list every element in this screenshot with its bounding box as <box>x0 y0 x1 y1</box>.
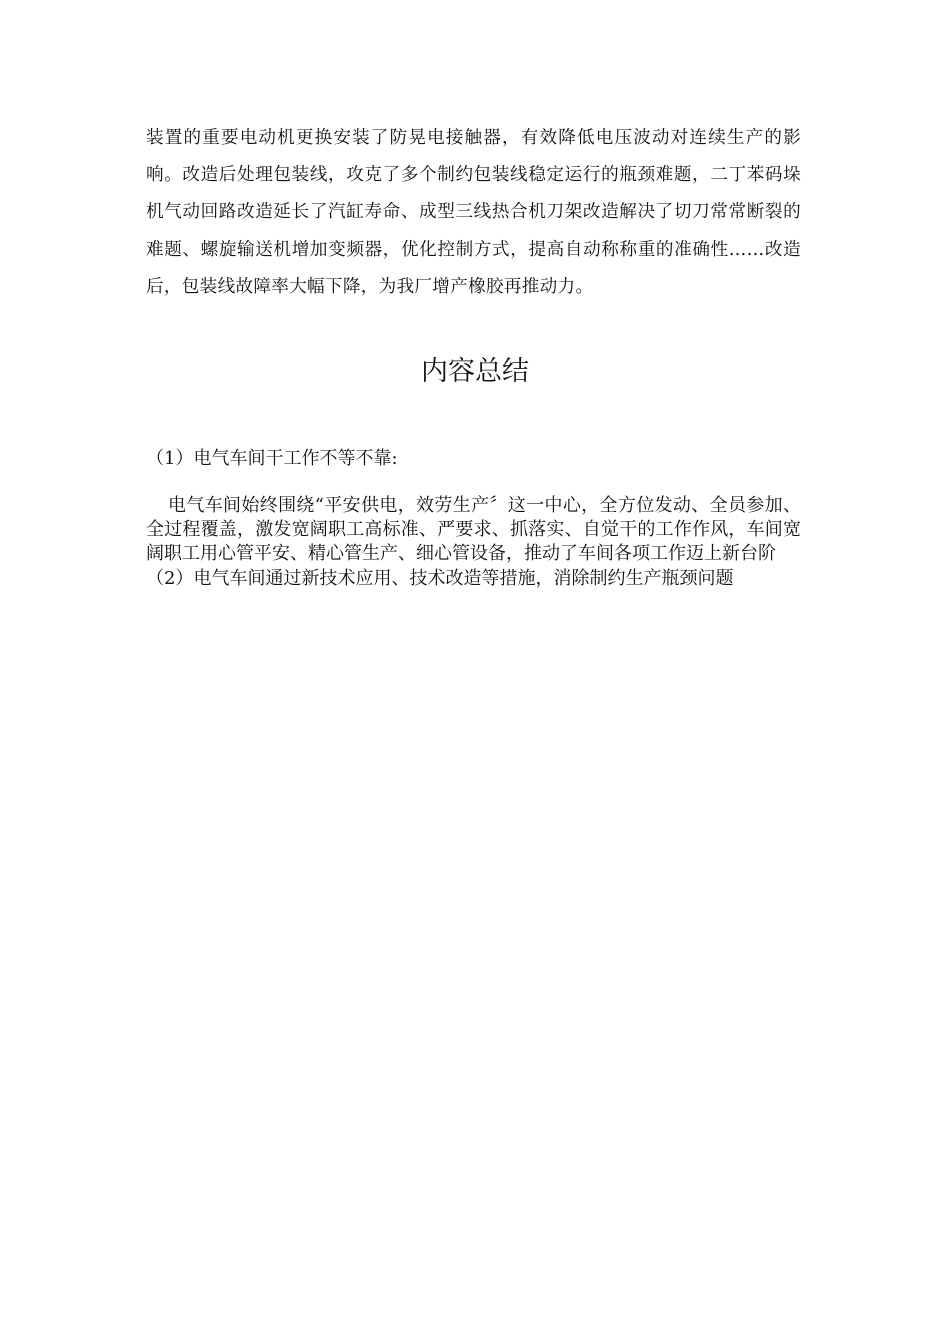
item-1-body: 电气车间始终围绕“平安供电，效劳生产〞这一中心，全方位发动、全员参加、全过程覆盖，激发宽阔职工高标准、严要求、抓落实、自觉干的工作作风，车间宽阔职工用心管平安、精心管生产、细心管设备，推动了车间各项工作迈上新台阶 <box>146 495 801 565</box>
intro-paragraph: 装置的重要电动机更换安装了防晃电接触器，有效降低电压波动对连续生产的影响。改造后处理包装线，攻克了多个制约包装线稳定运行的瓶颈难题，二丁苯码垛机气动回路改造延长了汽缸寿命、成型三线热合机刀架改造解决了切刀常常断裂的难题、螺旋输送机增加变频器，优化控制方式，提高自动称称重的准确性……改造后，包装线故障率大幅下降，为我厂增产橡胶再推动力。 <box>146 128 801 297</box>
item-1-heading: （1）电气车间干工作不等不靠: <box>146 448 398 469</box>
summary-title: 内容总结 <box>421 356 529 387</box>
summary-body <box>146 494 801 591</box>
item-2-text: （2）电气车间通过新技术应用、技术改造等措施，消除制约生产瓶颈问题 <box>146 567 734 589</box>
